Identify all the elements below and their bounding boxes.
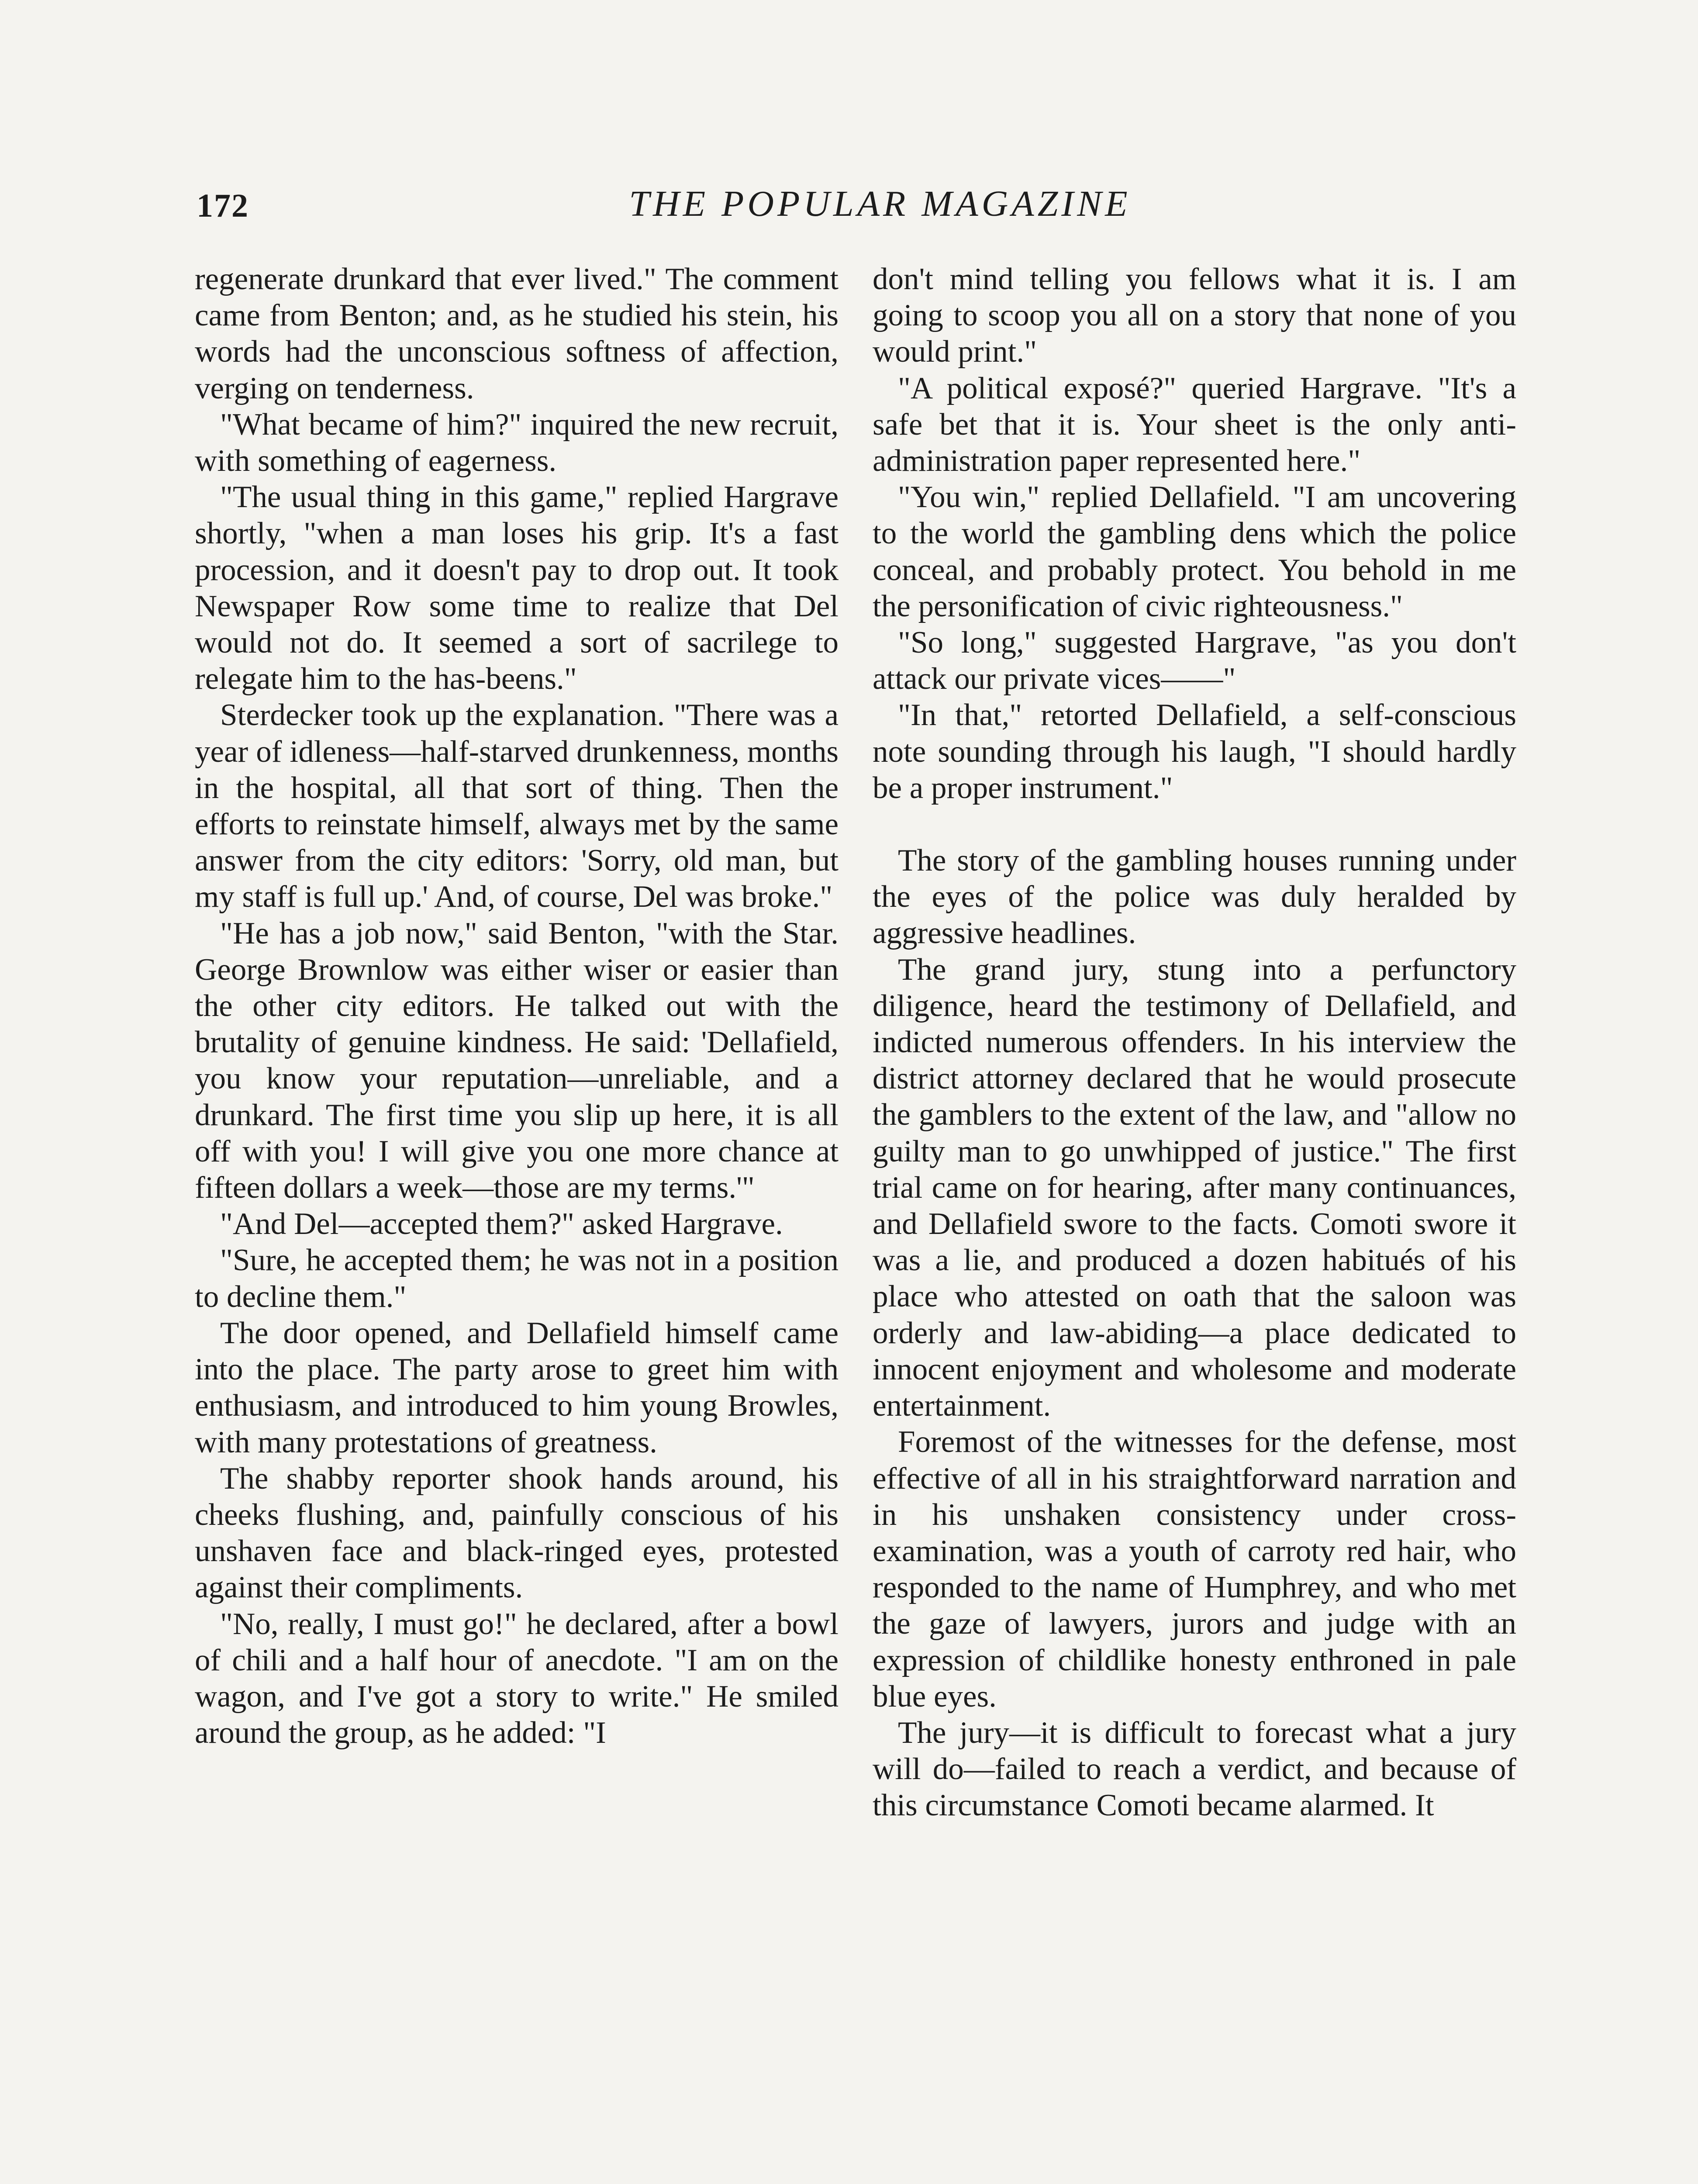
right-column — [873, 261, 1516, 1824]
paragraph: "And Del—accepted them?" asked Hargrave. — [220, 1207, 783, 1241]
paragraph: "What became of him?" inquired the new recruit, with something of eagerness. — [195, 407, 839, 478]
paragraph: The jury—it is difficult to forecast what a jury will do—failed to reach a verdict, and because of this circumstance Comoti became alarmed. It — [873, 1715, 1516, 1823]
magazine-title: THE POPULAR MAGAZINE — [629, 183, 1131, 224]
paragraph: The shabby reporter shook hands around, his cheeks flushing, and, painfully conscious of his unshaven face and black-ringed eyes, protested against their compliments. — [195, 1461, 839, 1605]
paragraph: "He has a job now," said Benton, "with the Star. George Brownlow was either wiser or easier than the other city editors. He talked out with the brutality of genuine kindness. He said: 'Dellafield, you know your reputation—unreliable, and a drunkard. The first time you slip up here, it is all off with you! I will give you one more chance at fifteen dollars a week—those are my terms.'" — [195, 916, 839, 1205]
paragraph: "No, really, I must go!" he declared, after a bowl of chili and a half hour of anecdote. "I am on the wagon, and I've got a story to write." He smiled around the group, as he added: "I — [195, 1607, 839, 1750]
paragraph: Sterdecker took up the explanation. "There was a year of idleness—half-starved drunkenness, months in the hospital, all that sort of thing. Then the efforts to reinstate himself, always met by the same answer from the city editors: 'Sorry, old man, but my staff is full up.' And, of course, Del was broke." — [195, 698, 839, 914]
paragraph: "The usual thing in this game," replied Hargrave shortly, "when a man loses his grip. It's a fast procession, and it doesn't pay to drop out. It took Newspaper Row some time to realize that Del would not do. It seemed a sort of sacrilege to relegate him to the has-beens." — [195, 480, 839, 696]
left-column — [195, 261, 839, 1751]
paragraph: "A political exposé?" queried Hargrave. "It's a safe bet that it is. Your sheet is the only anti-administration paper represented here." — [873, 371, 1516, 478]
paragraph: Foremost of the witnesses for the defense, most effective of all in his straightforward narration and in his unshaken consistency under cross-examination, was a youth of carroty red hair, who responded to the name of Humphrey, and who met the gaze of lawyers, jurors and judge with an expression of childlike honesty enthroned in pale blue eyes. — [873, 1425, 1516, 1714]
paragraph: The story of the gambling houses running under the eyes of the police was duly heralded by aggressive headlines. — [873, 843, 1516, 950]
paragraph: The door opened, and Dellafield himself came into the place. The party arose to greet him with enthusiasm, and introduced to him young Browles, with many protestations of greatness. — [195, 1316, 839, 1459]
paragraph: "Sure, he accepted them; he was not in a position to decline them." — [195, 1243, 839, 1314]
paragraph: regenerate drunkard that ever lived." The comment came from Benton; and, as he studied his stein, his words had the unconscious softness of affection, verging on tenderness. — [195, 262, 839, 405]
paragraph: "You win," replied Dellafield. "I am uncovering to the world the gambling dens which the police conceal, and probably protect. You behold in me the personification of civic righteousness." — [873, 480, 1516, 623]
paragraph: "So long," suggested Hargrave, "as you don't attack our private vices——" — [873, 625, 1516, 696]
page-number: 172 — [197, 187, 249, 224]
paragraph: "In that," retorted Dellafield, a self-conscious note sounding through his laugh, "I should hardly be a proper instrument." — [873, 698, 1516, 805]
paragraph: don't mind telling you fellows what it is. I am going to scoop you all on a story that none of you would print." — [873, 262, 1516, 369]
paragraph: The grand jury, stung into a perfunctory diligence, heard the testimony of Dellafield, and indicted numerous offenders. In his interview the district attorney declared that he would prosecute the gamblers to the extent of the law, and "allow no guilty man to go unwhipped of justice." The first trial came on for hearing, after many continuances, and Dellafield swore to the facts. Comoti swore it was a lie, and produced a dozen habitués of his place who attested on oath that the saloon was orderly and law-abiding—a place dedicated to innocent enjoyment and wholesome and moderate entertainment. — [873, 952, 1516, 1423]
